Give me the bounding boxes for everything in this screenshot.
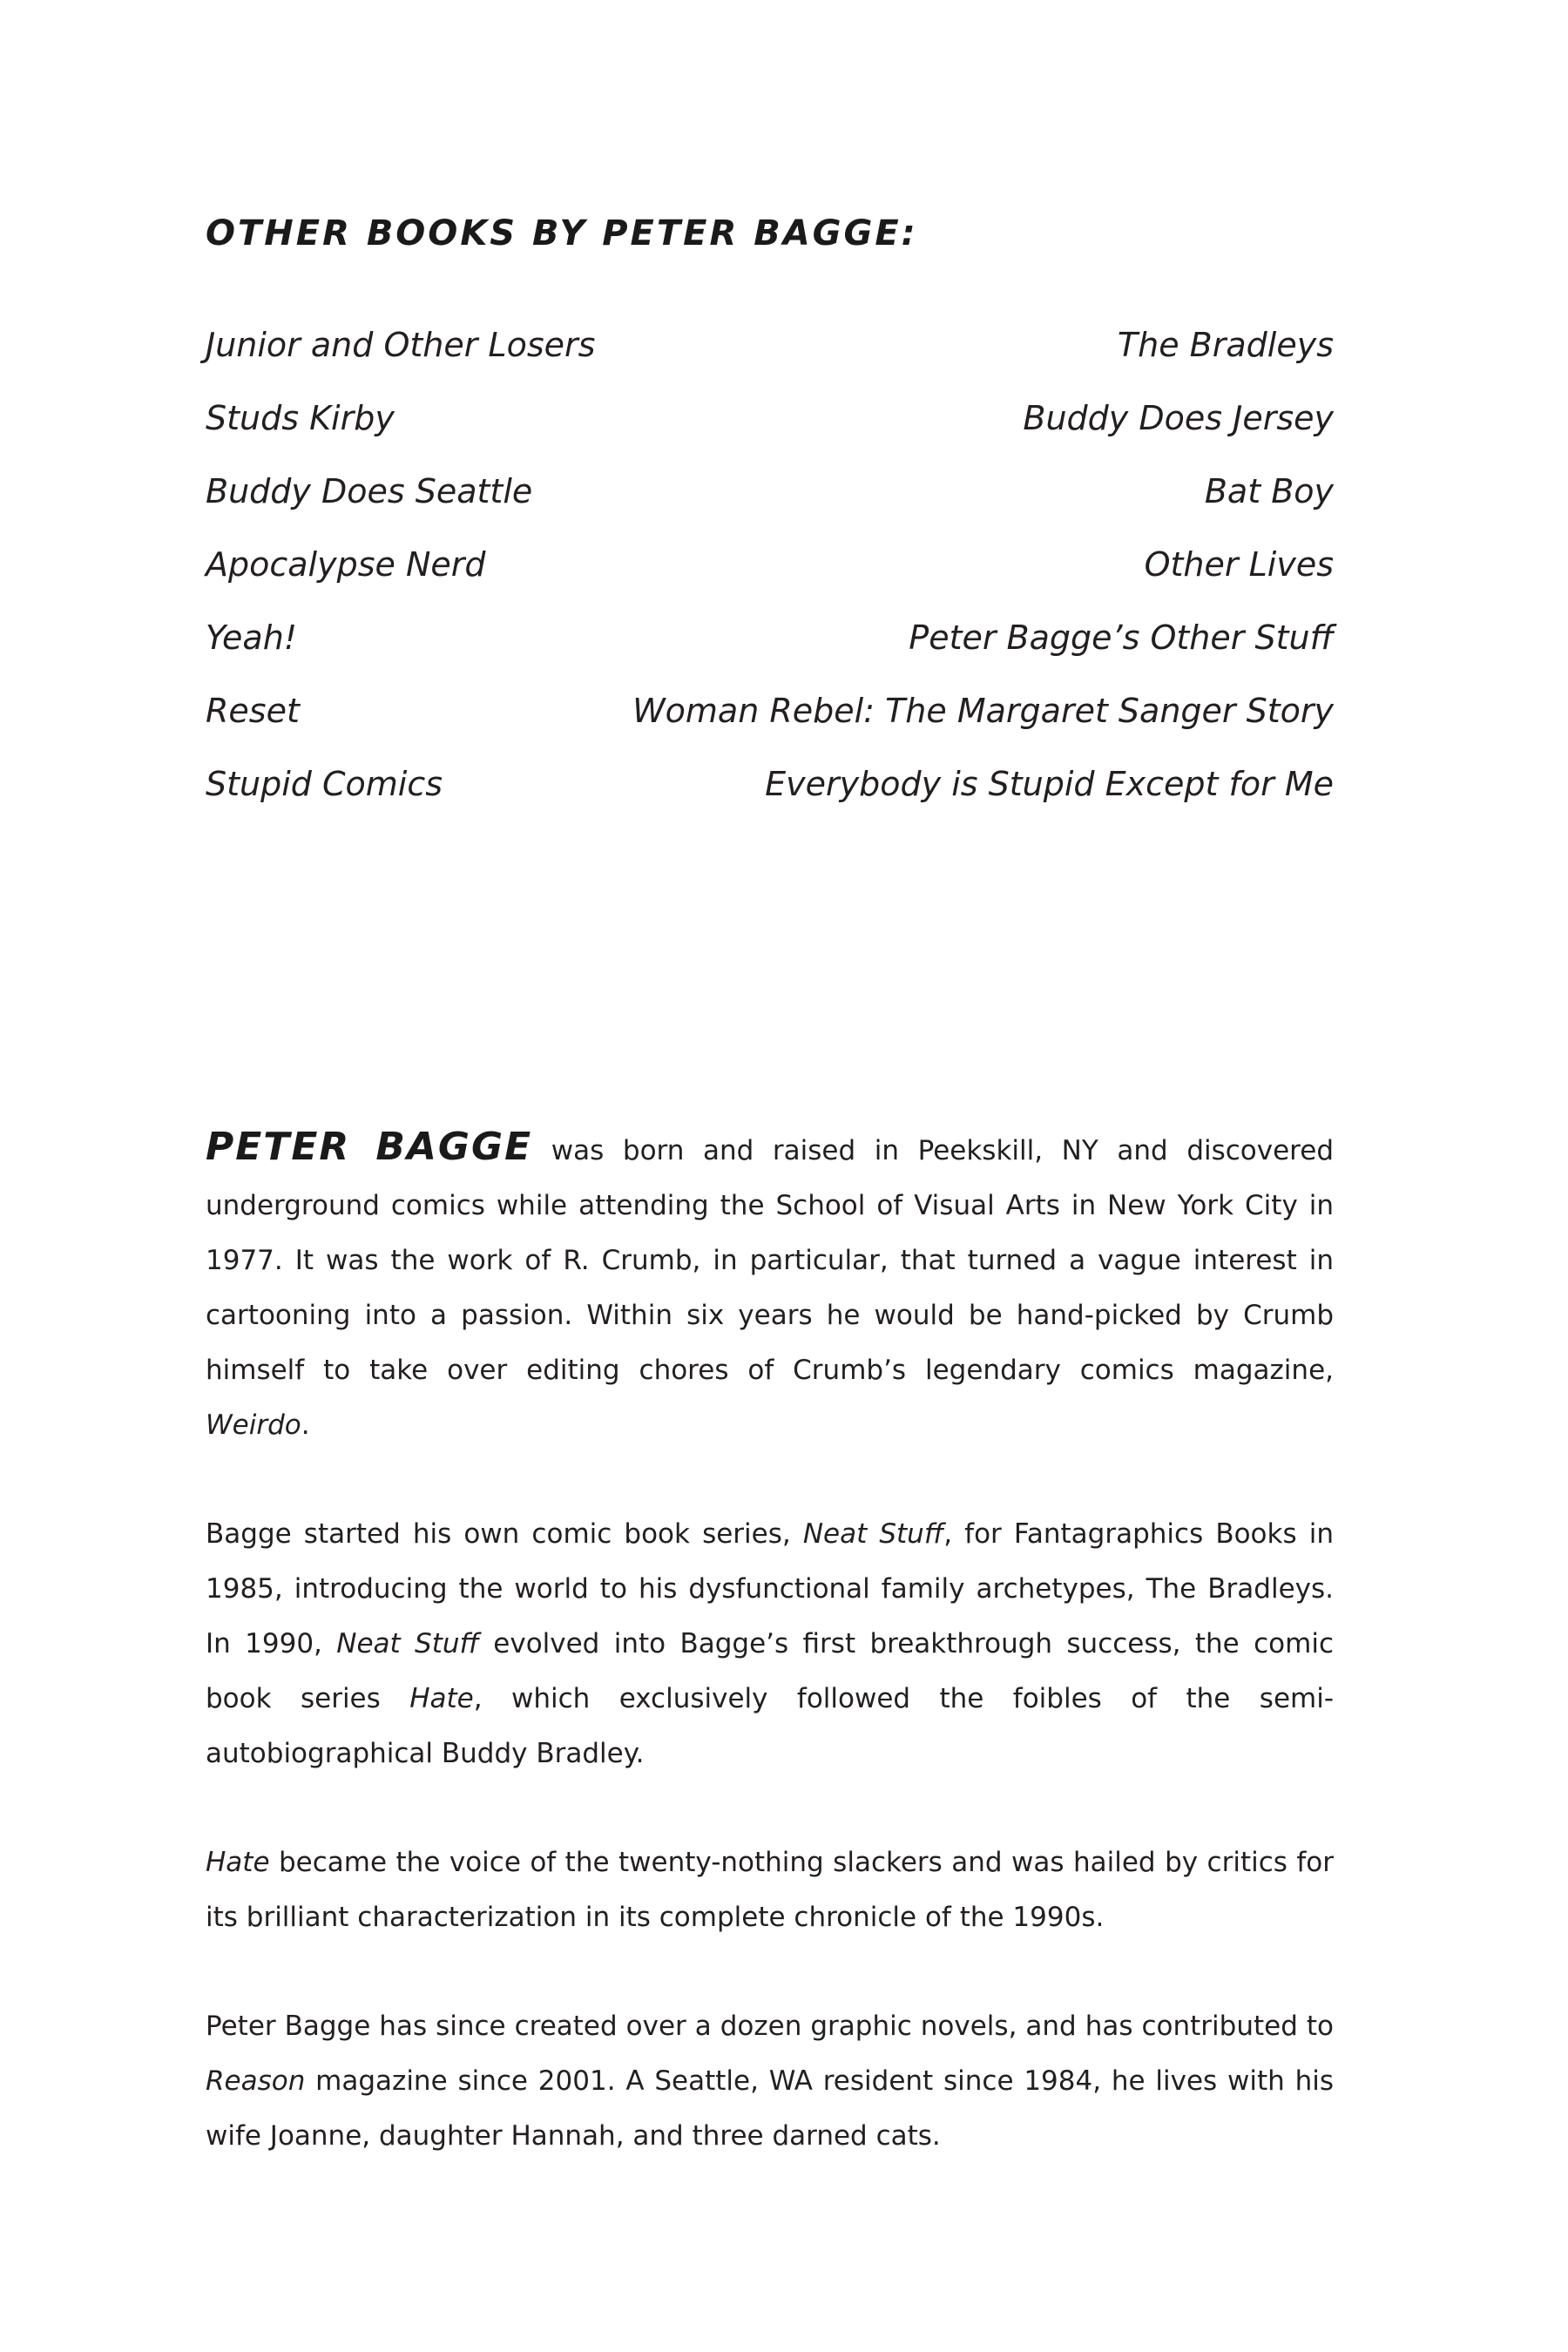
author-name: PETER BAGGE (206, 1125, 533, 1169)
book-row (206, 605, 1334, 678)
bio-text: . (301, 1409, 310, 1441)
bio-title-italic: Hate (409, 1683, 474, 1714)
book-title: Reset (206, 692, 300, 730)
book-title: Apocalypse Nerd (206, 545, 486, 584)
bio-text: Peter Bagge has since created over a dozen graphic novels, and has contributed to (206, 2011, 1334, 2042)
book-title: Bat Boy (1204, 472, 1334, 510)
bio-title-italic: Reason (206, 2065, 306, 2097)
bio-paragraph (206, 1835, 1334, 1945)
bio-text: , which exclusively followed the foibles of the semi-autobiographical Buddy Bradley. (206, 1683, 1335, 1769)
book-title: Buddy Does Seattle (206, 472, 533, 510)
book-title: Other Lives (1144, 545, 1334, 584)
bio-text: became the voice of the twenty-nothing slackers and was hailed by critics for its brilliant characterization in its complete chronicle of the 1990s. (206, 1847, 1334, 1933)
bio-title-italic: Hate (206, 1847, 270, 1878)
book-title: The Bradleys (1117, 326, 1334, 364)
bio-title-italic: Neat Stuff (336, 1628, 479, 1659)
book-row (206, 385, 1334, 458)
book-title: Woman Rebel: The Margaret Sanger Story (632, 692, 1334, 730)
author-bio (206, 1119, 1334, 2218)
bio-title-italic: Neat Stuff (802, 1518, 944, 1550)
book-title: Junior and Other Losers (206, 326, 596, 364)
book-title: Everybody is Stupid Except for Me (765, 765, 1334, 803)
bio-text: magazine since 2001. A Seattle, WA resident since 1984, he lives with his wife Joanne, daughter Hannah, and three darned cats. (206, 2065, 1334, 2152)
book-row (206, 458, 1334, 531)
bio-text: Bagge started his own comic book series, (206, 1518, 803, 1550)
book-title: Yeah! (206, 618, 298, 657)
bio-paragraph (206, 1119, 1334, 1453)
book-row (206, 312, 1334, 385)
book-row (206, 531, 1334, 605)
book-title: Stupid Comics (206, 765, 443, 803)
bio-text: was born and raised in Peekskill, NY and discovered underground comics while attending the School of Visual Arts in New York City in 1977. It was the work of R. Crumb, in particular, that turned a vague interest in cartooning into a passion. Within six years he would be hand-picked by Crumb himself to take over editing chores of Crumb’s legendary comics magazine, (206, 1135, 1334, 1386)
bio-paragraph (206, 1999, 1334, 2164)
bio-text: , for Fantagraphics Books in 1985, introducing the world to his dysfunctional family archetypes, The Bradleys. In 1990, (206, 1518, 1334, 1659)
book-list (206, 312, 1334, 824)
book-title: Buddy Does Jersey (1023, 399, 1334, 437)
book-row (206, 751, 1334, 824)
book-row (206, 678, 1334, 751)
book-title: Studs Kirby (206, 399, 395, 437)
bio-paragraph (206, 1507, 1334, 1781)
bio-title-italic: Weirdo (206, 1409, 301, 1441)
book-title: Peter Bagge’s Other Stuff (909, 618, 1334, 657)
bio-text: evolved into Bagge’s first breakthrough success, the comic book series (206, 1628, 1334, 1714)
page-heading: OTHER BOOKS BY PETER BAGGE: (206, 213, 918, 253)
